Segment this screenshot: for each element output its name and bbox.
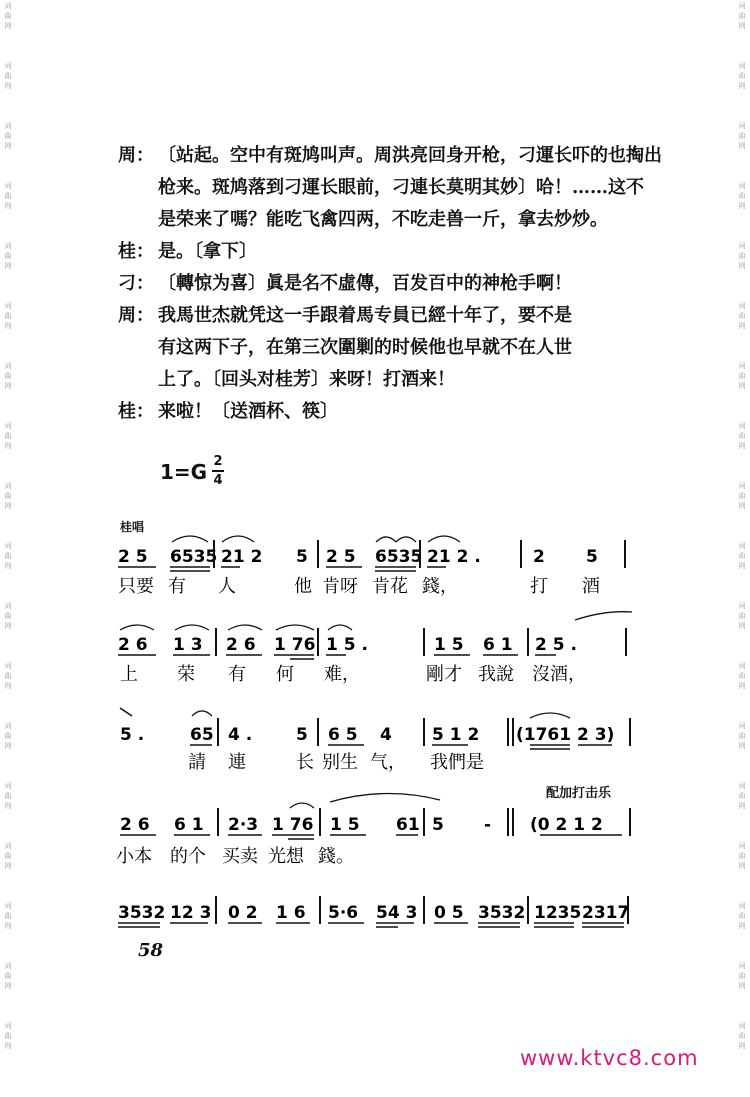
lyric: 别生 (322, 752, 358, 773)
watermark-char: 曲 (4, 972, 12, 980)
watermark-char: 曲 (4, 672, 12, 680)
watermark-char: 网 (738, 442, 746, 450)
watermark-char: 词 (738, 242, 746, 250)
slur (290, 803, 314, 808)
note-group: 1 76 (272, 815, 314, 835)
watermark-char: 网 (738, 802, 746, 810)
speech-text: 是荣来了嗎？能吃飞禽四两，不吃走兽一斤，拿去炒炒。 (158, 209, 608, 230)
note-group: 4 . (228, 725, 253, 745)
note-group: (0 2 1 2 (530, 815, 603, 835)
watermark-char: 网 (4, 742, 12, 750)
watermark-char: 曲 (738, 852, 746, 860)
watermark-char: 词 (4, 422, 12, 430)
note-group: 1 5 (434, 635, 464, 655)
slur (175, 625, 209, 630)
note-group: 1 3 (173, 635, 203, 655)
watermark-char: 曲 (4, 792, 12, 800)
watermark-char: 曲 (738, 72, 746, 80)
watermark-char: 词 (738, 62, 746, 70)
note-group: 2 5 (326, 547, 356, 567)
speech-text: 〔站起。空中有斑鸠叫声。周洪亮回身开枪，刁運长吓的也掏出 (158, 145, 662, 166)
watermark-char: 网 (4, 802, 12, 810)
watermark-char: 网 (4, 82, 12, 90)
speech-text: 来啦！〔送酒杯、筷〕 (158, 401, 338, 422)
watermark-char: 词 (4, 602, 12, 610)
watermark-char: 词 (738, 2, 746, 10)
watermark-char: 曲 (4, 12, 12, 20)
note-group: 6 1 (174, 815, 204, 835)
slur (172, 536, 208, 542)
watermark-char: 词 (738, 302, 746, 310)
slur (330, 793, 440, 802)
speaker-gui: 桂： (118, 241, 154, 262)
watermark-char: 词 (738, 962, 746, 970)
watermark-char: 词 (4, 182, 12, 190)
note-group: 6 5 (328, 725, 358, 745)
speech-text: 我馬世杰就凭这一手跟着馬专員已經十年了，要不是 (158, 305, 572, 326)
page-number: 58 (138, 940, 164, 961)
score-row-2 (118, 612, 632, 685)
watermark-char: 网 (4, 982, 12, 990)
slur (530, 713, 570, 718)
note-group: 2 6 (120, 815, 150, 835)
watermark-char: 网 (4, 22, 12, 30)
note-group: 0 5 (434, 903, 464, 923)
watermark-char: 网 (738, 202, 746, 210)
lyric: 肯花 (372, 576, 408, 597)
watermark-char: 词 (4, 662, 12, 670)
note-group: 5 (586, 547, 598, 567)
note-group: 2 6 (226, 635, 256, 655)
slur (228, 625, 262, 630)
watermark-char: 网 (738, 562, 746, 570)
watermark-char: 曲 (4, 1032, 12, 1040)
watermark-char: 网 (738, 142, 746, 150)
singer-label: 桂唱 (120, 520, 145, 534)
watermark-char: 曲 (4, 852, 12, 860)
watermark-char: 曲 (738, 672, 746, 680)
lyric: 气， (370, 752, 406, 773)
note-group: 61 (396, 815, 420, 835)
note-group: 5 1 2 (432, 725, 480, 745)
watermark-char: 词 (738, 662, 746, 670)
lyric: 我們是 (430, 752, 484, 773)
note-group: - (484, 815, 492, 835)
watermark-char: 网 (4, 922, 12, 930)
lyric: 有 (168, 576, 186, 597)
score-row-5 (118, 896, 629, 927)
watermark-char: 词 (738, 722, 746, 730)
note-group: 3532 (118, 903, 166, 923)
lyric: 小本 (116, 846, 152, 867)
watermark-char: 词 (738, 842, 746, 850)
watermark-char: 曲 (4, 312, 12, 320)
watermark-char: 词 (4, 542, 12, 550)
watermark-char: 网 (4, 382, 12, 390)
note-group: 21 2 . (427, 547, 481, 567)
lyric: 沒酒， (532, 664, 586, 685)
watermark-char: 曲 (738, 312, 746, 320)
slur (376, 537, 396, 542)
lyric: 荣 (177, 664, 195, 685)
slur (328, 625, 352, 630)
lyric: 有 (228, 664, 246, 685)
lyric: 連 (228, 752, 246, 773)
note-group: (1761 2 3) (516, 725, 615, 745)
time-denominator: 4 (213, 473, 223, 488)
slide-mark (120, 708, 132, 716)
lyric: 肯呀 (322, 576, 358, 597)
watermark-char: 词 (4, 842, 12, 850)
watermark-char: 网 (738, 22, 746, 30)
note-group: 1235 (534, 903, 582, 923)
watermark-char: 曲 (738, 972, 746, 980)
lyric: 只要 (118, 576, 154, 597)
note-group: 5·6 (328, 903, 359, 923)
watermark-char: 网 (4, 502, 12, 510)
note-group: 2 5 . (535, 635, 577, 655)
watermark-char: 词 (4, 242, 12, 250)
note-group: 1 6 (276, 903, 306, 923)
watermark-char: 曲 (738, 192, 746, 200)
slur (192, 711, 212, 716)
watermark-char: 网 (4, 622, 12, 630)
watermark-char: 网 (738, 382, 746, 390)
slur (276, 625, 314, 630)
watermark-char: 网 (738, 862, 746, 870)
watermark-char: 词 (4, 902, 12, 910)
watermark-char: 曲 (738, 372, 746, 380)
lyric: 酒 (582, 576, 600, 597)
watermark-char: 网 (738, 262, 746, 270)
slur (222, 536, 254, 542)
watermark-char: 曲 (738, 252, 746, 260)
slur (396, 537, 416, 542)
score-row-1 (118, 536, 625, 597)
lyric: 难， (324, 664, 360, 685)
watermark-char: 词 (4, 482, 12, 490)
note-group: 4 (380, 725, 392, 745)
watermark-char: 网 (4, 682, 12, 690)
watermark-char: 词 (738, 122, 746, 130)
watermark-char: 词 (738, 362, 746, 370)
watermark-char: 曲 (738, 552, 746, 560)
speaker-gui: 桂： (118, 401, 154, 422)
watermark-char: 网 (738, 742, 746, 750)
watermark-char: 词 (738, 1022, 746, 1030)
speech-text: 上了。〔回头对桂芳〕来呀！打酒来！ (158, 369, 455, 390)
watermark-char: 词 (4, 1022, 12, 1030)
percussion-label: 配加打击乐 (546, 786, 612, 801)
watermark-char: 词 (738, 482, 746, 490)
watermark-char: 网 (738, 322, 746, 330)
watermark-char: 词 (738, 182, 746, 190)
watermark-char: 词 (738, 782, 746, 790)
slur (120, 625, 154, 630)
watermark-char: 词 (738, 902, 746, 910)
speech-text: 〔轉惊为喜〕眞是名不虛傳，百发百中的神枪手啊！ (158, 273, 572, 294)
lyric: 請 (188, 752, 206, 773)
note-group: 1 76 (274, 635, 316, 655)
lyric: 上 (120, 664, 138, 685)
lyric: 他 (294, 576, 312, 597)
watermark-char: 网 (738, 82, 746, 90)
note-group: 21 2 (221, 547, 263, 567)
note-group: 5 (296, 725, 308, 745)
time-numerator: 2 (213, 454, 223, 469)
watermark-char: 词 (4, 782, 12, 790)
watermark-char: 曲 (738, 12, 746, 20)
note-group: 12 3 (170, 903, 212, 923)
note-group: 6 1 (483, 635, 513, 655)
watermark-char: 曲 (738, 912, 746, 920)
watermark-char: 曲 (4, 492, 12, 500)
lyric: 人 (218, 576, 236, 597)
watermark-char: 曲 (738, 1032, 746, 1040)
note-group: 65 (190, 725, 214, 745)
note-group: 6535 (375, 547, 423, 567)
watermark-char: 网 (4, 1042, 12, 1050)
watermark-char: 网 (738, 922, 746, 930)
note-group: 3532 (478, 903, 526, 923)
site-part-1: www. (520, 1046, 581, 1070)
slur (428, 536, 460, 542)
watermark-char: 曲 (4, 132, 12, 140)
note-group: 5 . (120, 725, 145, 745)
note-group: 2317 (582, 903, 630, 923)
watermark-char: 曲 (4, 432, 12, 440)
watermark-char: 网 (738, 502, 746, 510)
note-group: 2 5 (118, 547, 148, 567)
note-group: 0 2 (228, 903, 258, 923)
watermark-char: 曲 (4, 252, 12, 260)
lyric: 錢， (422, 576, 458, 597)
watermark-char: 曲 (738, 432, 746, 440)
watermark-char: 网 (4, 562, 12, 570)
watermark-char: 词 (4, 362, 12, 370)
site-part-2: ktvc8.com (580, 1046, 699, 1070)
watermark-char: 网 (4, 202, 12, 210)
lyric: 长 (296, 752, 314, 773)
note-group: 1 5 . (326, 635, 368, 655)
site-watermark (520, 1046, 699, 1070)
speaker-zhou: 周： (118, 305, 154, 326)
lyric: 打 (530, 576, 548, 597)
speech-text: 枪来。斑鸠落到刁運长眼前，刁連长莫明其妙〕哈！……这不 (158, 177, 644, 198)
watermark-char: 曲 (4, 372, 12, 380)
watermark-char: 曲 (738, 792, 746, 800)
watermark-char: 词 (4, 2, 12, 10)
score-row-3 (120, 708, 630, 773)
watermark-char: 曲 (738, 132, 746, 140)
watermark-char: 曲 (738, 732, 746, 740)
key-label: 1=G (160, 460, 208, 484)
note-group: 6535 (170, 547, 218, 567)
watermark-char: 网 (4, 142, 12, 150)
watermark-char: 曲 (738, 492, 746, 500)
watermark-char: 曲 (738, 612, 746, 620)
watermark-char: 词 (4, 722, 12, 730)
note-group: 5 (432, 815, 444, 835)
lyric: 剛才 (426, 664, 462, 685)
lyric: 我說 (478, 664, 514, 685)
lyric: 买卖 (222, 846, 258, 867)
lyric: 的个 (170, 846, 206, 867)
watermark-char: 词 (4, 962, 12, 970)
note-group: 2 (533, 547, 545, 567)
watermark-char: 词 (4, 302, 12, 310)
lyric: 光想 (268, 846, 304, 867)
speech-text: 是。〔拿下〕 (158, 241, 257, 262)
watermark-char: 词 (4, 122, 12, 130)
slur (575, 612, 632, 620)
watermark-char: 曲 (4, 732, 12, 740)
lyric: 錢。 (318, 846, 354, 867)
watermark-char: 曲 (4, 912, 12, 920)
speaker-zhou: 周： (118, 145, 154, 166)
watermark-char: 网 (738, 982, 746, 990)
watermark-char: 网 (4, 322, 12, 330)
watermark-char: 词 (738, 422, 746, 430)
watermark-char: 曲 (4, 72, 12, 80)
watermark-char: 曲 (4, 552, 12, 560)
watermark-char: 词 (738, 602, 746, 610)
watermark-char: 网 (738, 622, 746, 630)
watermark-char: 词 (4, 62, 12, 70)
score-row-4 (116, 793, 630, 867)
note-group: 54 3 (376, 903, 418, 923)
watermark-char: 网 (4, 262, 12, 270)
watermark-char: 曲 (4, 192, 12, 200)
speech-text: 有这两下子，在第三次圍剿的时候他也早就不在人世 (158, 337, 572, 358)
speaker-diao: 刁： (118, 273, 154, 294)
watermark-char: 曲 (4, 612, 12, 620)
note-group: 2 6 (118, 635, 148, 655)
watermark-char: 词 (738, 542, 746, 550)
watermark-char: 网 (4, 862, 12, 870)
note-group: 1 5 (330, 815, 360, 835)
watermark-char: 网 (738, 1042, 746, 1050)
watermark-char: 网 (4, 442, 12, 450)
watermark-char: 网 (738, 682, 746, 690)
note-group: 2·3 (228, 815, 259, 835)
lyric: 何 (276, 664, 294, 685)
note-group: 5 (296, 547, 308, 567)
